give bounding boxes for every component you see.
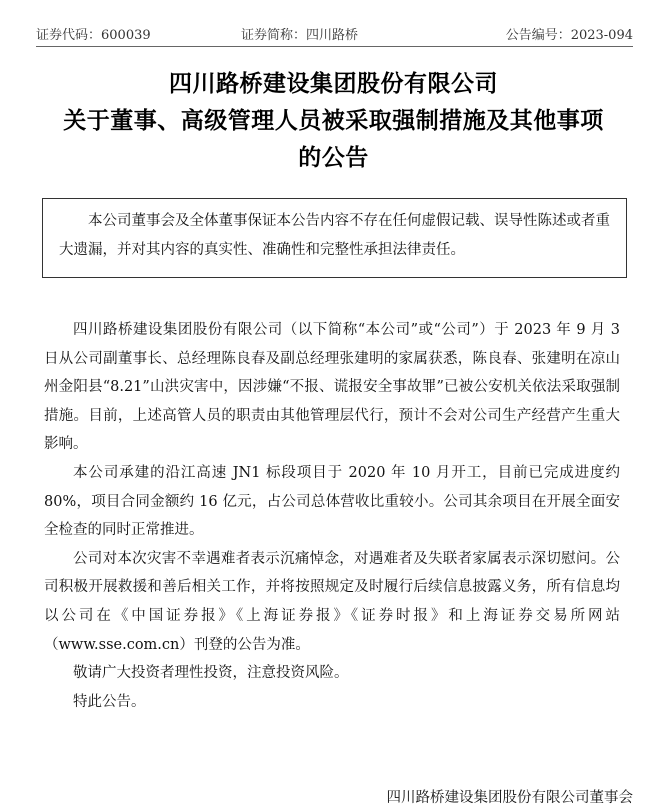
paragraph-incident: 四川路桥建设集团股份有限公司（以下简称“本公司”或“公司”）于 2023 年 9 月 3 日从公司副董事长、总经理陈良春及副总经理张建明的家属获悉，陈良春、张建明在凉山州金阳县“8.21”山洪灾害中，因涉嫌“不报、谎报安全事故罪”已被公安机关依法采取强制措施。目前，上述高管人员的职责由其他管理层代行，预计不会对公司生产经营产生重大影响。 <box>44 322 620 453</box>
notice-number: 公告编号：2023-094 <box>505 28 633 43</box>
stock-abbreviation: 证券简称：四川路桥 <box>241 28 359 43</box>
title-company: 四川路桥建设集团股份有限公司 <box>169 71 498 97</box>
stock-code: 证券代码：600039 <box>36 28 151 43</box>
title-line-3: 的公告 <box>298 145 369 171</box>
document-header <box>36 22 633 47</box>
paragraph-risk-warning: 敬请广大投资者理性投资，注意投资风险。 <box>73 665 349 682</box>
title-line-2: 关于董事、高级管理人员被采取强制措施及其他事项 <box>63 108 604 134</box>
document-title <box>20 66 647 177</box>
announcement-body <box>44 316 620 716</box>
paragraph-closing: 特此公告。 <box>73 693 146 710</box>
paragraph-condolence: 公司对本次灾害不幸遇难者表示沉痛悼念，对遇难者及失联者家属表示深切慰问。公司积极开展救援和善后相关工作，并将按照规定及时履行后续信息披露义务，所有信息均以公司在《中国证券报》《上海证券报》《证券时报》和上海证券交易所网站（www.sse.com.cn）刊登的公告为准。 <box>44 550 620 653</box>
paragraph-project: 本公司承建的沿江高速 JN1 标段项目于 2020 年 10 月开工，目前已完成进度约 80%，项目合同金额约 16 亿元，占公司总体营收比重较小。公司其余项目在开展全面安全检查的同时正常推进。 <box>44 464 620 539</box>
signature: 四川路桥建设集团股份有限公司董事会 <box>386 790 633 806</box>
disclaimer-box: 本公司董事会及全体董事保证本公告内容不存在任何虚假记载、误导性陈述或者重大遗漏，并对其内容的真实性、准确性和完整性承担法律责任。 <box>42 198 627 278</box>
